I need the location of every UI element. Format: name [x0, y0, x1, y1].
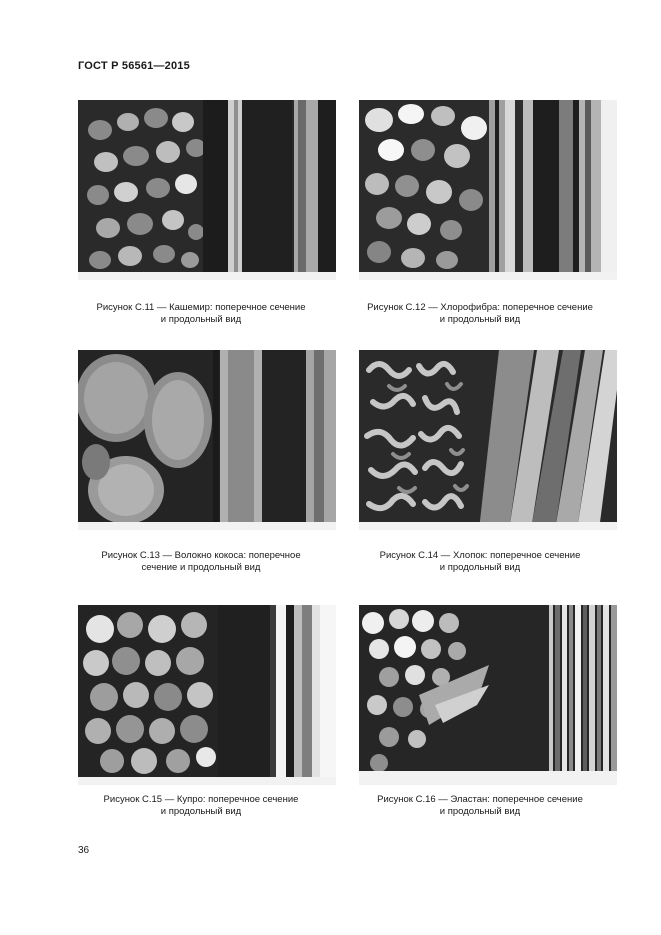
- figure-c13-caption: [56, 550, 346, 574]
- figure-c15-micrograph: [78, 605, 336, 785]
- caption-line: Рисунок С.13 — Волокно кокоса: поперечное: [101, 550, 301, 561]
- figure-c14-caption: [335, 550, 625, 574]
- caption-line: Рисунок С.15 — Купро: поперечное сечение: [103, 794, 299, 805]
- figure-c15-caption: [56, 794, 346, 818]
- caption-line: Рисунок С.16 — Эластан: поперечное сечение: [377, 794, 583, 805]
- figure-c14-micrograph: [359, 350, 617, 530]
- caption-line: и продольный вид: [439, 314, 521, 325]
- caption-line: Рисунок С.14 — Хлопок: поперечное сечение: [379, 550, 581, 561]
- figure-c12-caption: [335, 302, 625, 326]
- figure-c16-micrograph: [359, 605, 617, 785]
- caption-line: и продольный вид: [160, 806, 242, 817]
- caption-line: сечение и продольный вид: [141, 562, 261, 573]
- document-header: ГОСТ Р 56561—2015: [78, 60, 190, 72]
- figure-c11-caption: [56, 302, 346, 326]
- caption-line: Рисунок С.12 — Хлорофибра: поперечное сечение: [367, 302, 593, 313]
- figure-c13-micrograph: [78, 350, 336, 530]
- figure-c11-micrograph: [78, 100, 336, 280]
- caption-line: и продольный вид: [439, 806, 521, 817]
- caption-line: и продольный вид: [439, 562, 521, 573]
- caption-line: и продольный вид: [160, 314, 242, 325]
- figure-c12-micrograph: [359, 100, 617, 280]
- caption-line: Рисунок С.11 — Кашемир: поперечное сечение: [96, 302, 306, 313]
- figure-c16-caption: [335, 794, 625, 818]
- page-number: 36: [78, 845, 90, 856]
